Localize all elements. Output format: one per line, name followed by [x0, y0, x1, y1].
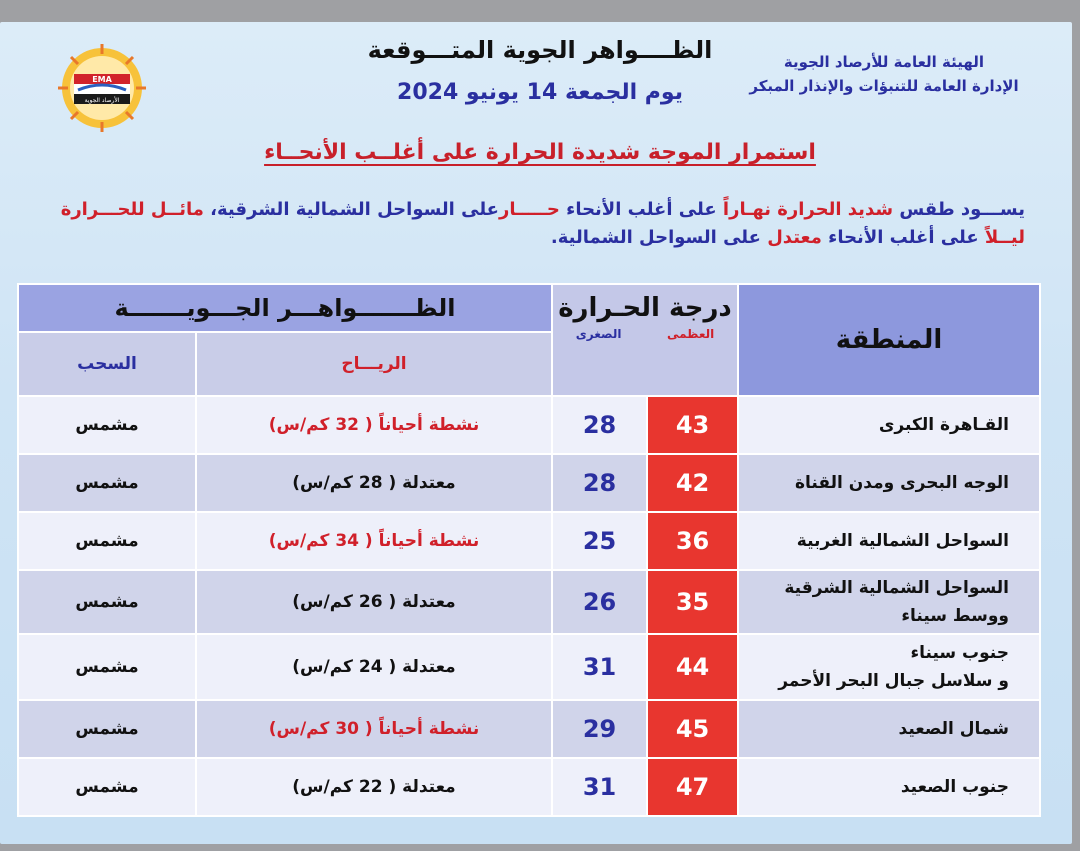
- forecast-date: يوم الجمعة 14 يونيو 2024: [397, 80, 683, 105]
- region-line-1: جنوب سيناء: [910, 643, 1009, 663]
- phenomena-header: الظـــــــواهـــر الجـــويـــــــة: [18, 284, 552, 332]
- summary-seg-9: على السواحل الشمالية.: [550, 227, 768, 248]
- organization-name: [734, 50, 1034, 98]
- table-row: [18, 396, 1040, 454]
- region-line-2: و سلاسل جبال البحر الأحمر: [778, 671, 1009, 691]
- wind-header: الريـــاح: [196, 332, 552, 396]
- wind-cell: معتدلة ( 24 كم/س): [196, 634, 552, 700]
- table-row: [18, 700, 1040, 758]
- max-temp-cell: 45: [647, 700, 738, 758]
- org-line-1: الهيئة العامة للأرصاد الجوية: [783, 53, 985, 71]
- cloud-cell: مشمس: [18, 454, 196, 512]
- min-temp-header: الصغرى: [575, 327, 622, 341]
- region-line-1: السواحل الشمالية الشرقية: [784, 578, 1009, 598]
- min-temp-cell: 26: [552, 570, 647, 634]
- region-cell: الوجه البحرى ومدن القناة: [738, 454, 1040, 512]
- min-temp-cell: 29: [552, 700, 647, 758]
- region-line-2: ووسط سيناء: [901, 606, 1009, 626]
- summary-seg-7: على أغلب الأنحاء: [821, 227, 985, 248]
- table-row: [18, 454, 1040, 512]
- wind-cell: معتدلة ( 22 كم/س): [196, 758, 552, 816]
- region-header: المنطقة: [738, 284, 1040, 396]
- cloud-cell: مشمس: [18, 512, 196, 570]
- wind-cell: معتدلة ( 26 كم/س): [196, 570, 552, 634]
- wind-cell: نشطة أحياناً ( 34 كم/س): [196, 512, 552, 570]
- headline-text: استمرار الموجة شديدة الحرارة على أغلــب الأنحــاء: [264, 140, 816, 165]
- region-cell: جنوب الصعيد: [738, 758, 1040, 816]
- summary-seg-6: مائــل للحـــرارة ليــلاً: [60, 199, 1025, 248]
- temperature-header: [552, 284, 738, 396]
- headline: [240, 140, 840, 165]
- region-cell: [738, 634, 1040, 700]
- cloud-cell: مشمس: [18, 570, 196, 634]
- region-cell: شمال الصعيد: [738, 700, 1040, 758]
- min-temp-cell: 31: [552, 634, 647, 700]
- cloud-cell: مشمس: [18, 396, 196, 454]
- summary-seg-3: على أغلب الأنحاء: [559, 199, 723, 220]
- summary-seg-4: حـــــار: [498, 199, 560, 220]
- table-row: [18, 512, 1040, 570]
- svg-text:EMA: EMA: [92, 75, 112, 84]
- wind-cell: نشطة أحياناً ( 30 كم/س): [196, 700, 552, 758]
- max-temp-cell: 44: [647, 634, 738, 700]
- temperature-header-label: درجة الحـرارة: [558, 293, 732, 323]
- max-temp-cell: 43: [647, 396, 738, 454]
- cloud-cell: مشمس: [18, 700, 196, 758]
- summary-paragraph: [60, 196, 1025, 252]
- max-temp-cell: 36: [647, 512, 738, 570]
- forecast-sheet: [0, 22, 1072, 844]
- summary-seg-1: يســـود طقس: [893, 199, 1025, 220]
- min-temp-cell: 25: [552, 512, 647, 570]
- ema-logo: [58, 44, 146, 132]
- min-temp-cell: 31: [552, 758, 647, 816]
- svg-text:الأرصاد الجوية: الأرصاد الجوية: [84, 97, 120, 104]
- table-row: [18, 634, 1040, 700]
- table-row: [18, 758, 1040, 816]
- region-cell: [738, 570, 1040, 634]
- summary-seg-2: شديد الحرارة نهـاراً: [722, 199, 894, 220]
- max-temp-cell: 35: [647, 570, 738, 634]
- cloud-cell: مشمس: [18, 634, 196, 700]
- wind-cell: معتدلة ( 28 كم/س): [196, 454, 552, 512]
- min-temp-cell: 28: [552, 454, 647, 512]
- max-temp-cell: 42: [647, 454, 738, 512]
- wind-cell: نشطة أحياناً ( 32 كم/س): [196, 396, 552, 454]
- cloud-header: السحب: [18, 332, 196, 396]
- region-cell: القـاهرة الكبرى: [738, 396, 1040, 454]
- summary-seg-8: معتدل: [767, 227, 822, 248]
- org-line-2: الإدارة العامة للتنبؤات والإنذار المبكر: [749, 77, 1019, 95]
- table-row: [18, 570, 1040, 634]
- min-temp-cell: 28: [552, 396, 647, 454]
- max-temp-cell: 47: [647, 758, 738, 816]
- summary-seg-5: على السواحل الشمالية الشرقية،: [203, 199, 499, 220]
- cloud-cell: مشمس: [18, 758, 196, 816]
- page-title: الظــــواهر الجوية المتـــوقعة: [367, 36, 713, 64]
- max-temp-header: العظمى: [666, 327, 715, 341]
- forecast-table: [17, 283, 1041, 817]
- region-cell: السواحل الشمالية الغربية: [738, 512, 1040, 570]
